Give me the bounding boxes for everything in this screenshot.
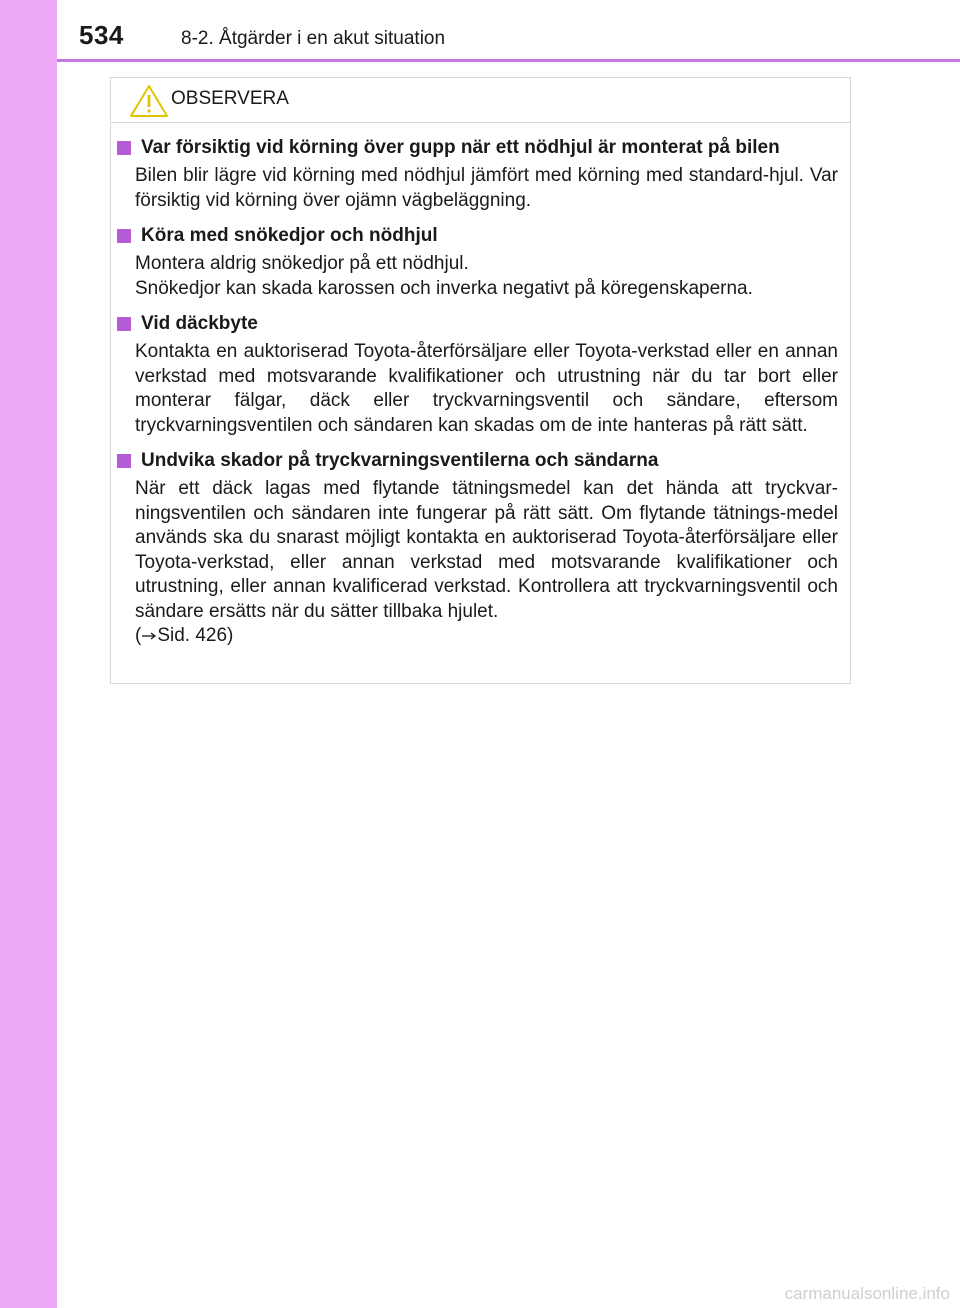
paragraph: Kontakta en auktoriserad Toyota-återförsäljare eller Toyota-verkstad eller en annan verkstad med motsvarande kvalifikationer och utrustning när du tar bort eller monterar fälgar, däck eller tryckvarningsventil och sändare, eftersom tryckvarningsventilen och sändaren kan skadas om de inte hanteras på rätt sätt. (135, 341, 838, 436)
caution-item-title: Undvika skador på tryckvarningsventilerna och sändarna (117, 448, 852, 474)
page-header (57, 0, 960, 62)
caution-item (111, 135, 852, 213)
square-bullet-icon (117, 454, 131, 468)
caution-label: OBSERVERA (171, 88, 289, 109)
page-reference[interactable]: ( Sid. 426) (135, 625, 234, 646)
caution-header (111, 78, 850, 123)
header-rule (57, 59, 960, 62)
paragraph: Snökedjor kan skada karossen och inverka negativt på köregenskaperna. (135, 277, 753, 299)
caution-item (111, 223, 852, 301)
warning-triangle-icon (129, 84, 169, 118)
caution-item-text (135, 477, 838, 649)
page-number: 534 (79, 20, 124, 50)
caution-item-text (135, 340, 838, 438)
watermark: carmanualsonline.info (784, 1284, 950, 1303)
caution-box (110, 77, 851, 684)
paragraph: Montera aldrig snökedjor på ett nödhjul. (135, 253, 469, 274)
section-title: 8-2. Åtgärder i en akut situation (181, 28, 446, 49)
caution-body (111, 135, 852, 659)
caution-item-title: Var försiktig vid körning över gupp när ett nödhjul är monterat på bilen (117, 135, 852, 161)
caution-item-title: Köra med snökedjor och nödhjul (117, 223, 852, 249)
caution-item-text (135, 164, 838, 213)
paragraph: Bilen blir lägre vid körning med nödhjul jämfört med körning med standard-hjul. Var försiktig vid körning över ojämn vägbeläggning. (135, 165, 838, 211)
arrow-right-icon (141, 631, 157, 641)
paragraph: När ett däck lagas med flytande tätningsmedel kan det hända att tryckvar-ningsventilen och sändaren inte fungerar på rätt sätt. Om flytande tätnings-medel används ska du snarast möjligt kontakta en auktoriserad Toyota-återförsäljare eller Toyota-verkstad, eller annan verkstad med motsvarande kvalifikationer och utrustning, eller annan kvalificerad verkstad. Kontrollera att tryckvarningsventil och sändare ersätts när du sätter tillbaka hjulet. (135, 478, 838, 622)
side-color-band (0, 0, 57, 1308)
square-bullet-icon (117, 141, 131, 155)
square-bullet-icon (117, 317, 131, 331)
caution-item-title: Vid däckbyte (117, 311, 852, 337)
square-bullet-icon (117, 229, 131, 243)
caution-item (111, 448, 852, 649)
caution-item-text (135, 252, 838, 301)
caution-item (111, 311, 852, 438)
